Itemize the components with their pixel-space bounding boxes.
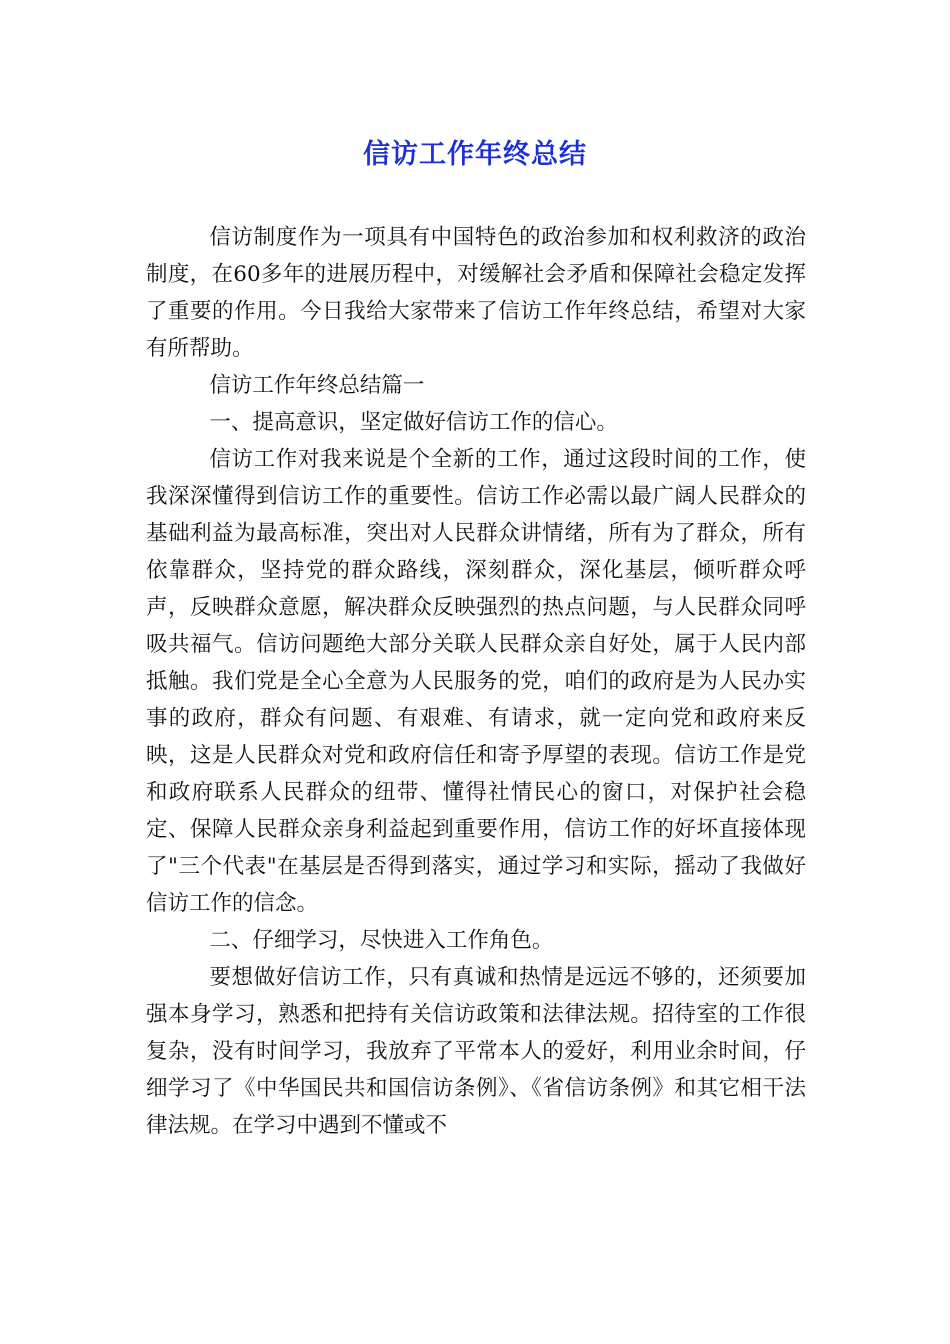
document-title: 信访工作年终总结 [363, 139, 587, 170]
section-heading-part-one: 信访工作年终总结篇一 [209, 373, 425, 398]
subheading-raise-awareness: 一、提高意识，坚定做好信访工作的信心。 [209, 410, 618, 435]
paragraph-study-regulations: 要想做好信访工作，只有真诚和热情是远远不够的，还须要加强本身学习，熟悉和把持有关信访政策和法律法规。招待室的工作很复杂，没有时间学习，我放弃了平常本人的爱好，利用业余时间，仔细学习了《中华国民共和国信访条例》、《省信访条例》和其它相干法律法规。在学习中遇到不懂或不 [146, 965, 806, 1138]
subheading-careful-study: 二、仔细学习，尽快进入工作角色。 [209, 928, 554, 953]
paragraph-petition-importance: 信访工作对我来说是个全新的工作，通过这段时间的工作，使我深深懂得到信访工作的重要性。信访工作必需以最广阔人民群众的基础利益为最高标准，突出对人民群众讲情绪，所有为了群众，所有依靠群众，坚持党的群众路线，深刻群众，深化基层，倾听群众呼声，反映群众意愿，解决群众反映强烈的热点问题，与人民群众同呼吸共福气。信访问题绝大部分关联人民群众亲自好处，属于人民内部抵触。我们党是全心全意为人民服务的党，咱们的政府是为人民办实事的政府，群众有问题、有艰难、有请求，就一定向党和政府来反映，这是人民群众对党和政府信任和寄予厚望的表现。信访工作是党和政府联系人民群众的纽带、懂得社情民心的窗口，对保护社会稳定、保障人民群众亲身利益起到重要作用，信访工作的好坏直接体现了"三个代表"在基层是否得到落实，通过学习和实际，摇动了我做好信访工作的信念。 [146, 447, 806, 916]
document-body [146, 219, 806, 1144]
paragraph-intro: 信访制度作为一项具有中国特色的政治参加和权利救济的政治制度，在60多年的进展历程中，对缓解社会矛盾和保障社会稳定发挥了重要的作用。今日我给大家带来了信访工作年终总结，希望对大家有所帮助。 [146, 225, 806, 361]
